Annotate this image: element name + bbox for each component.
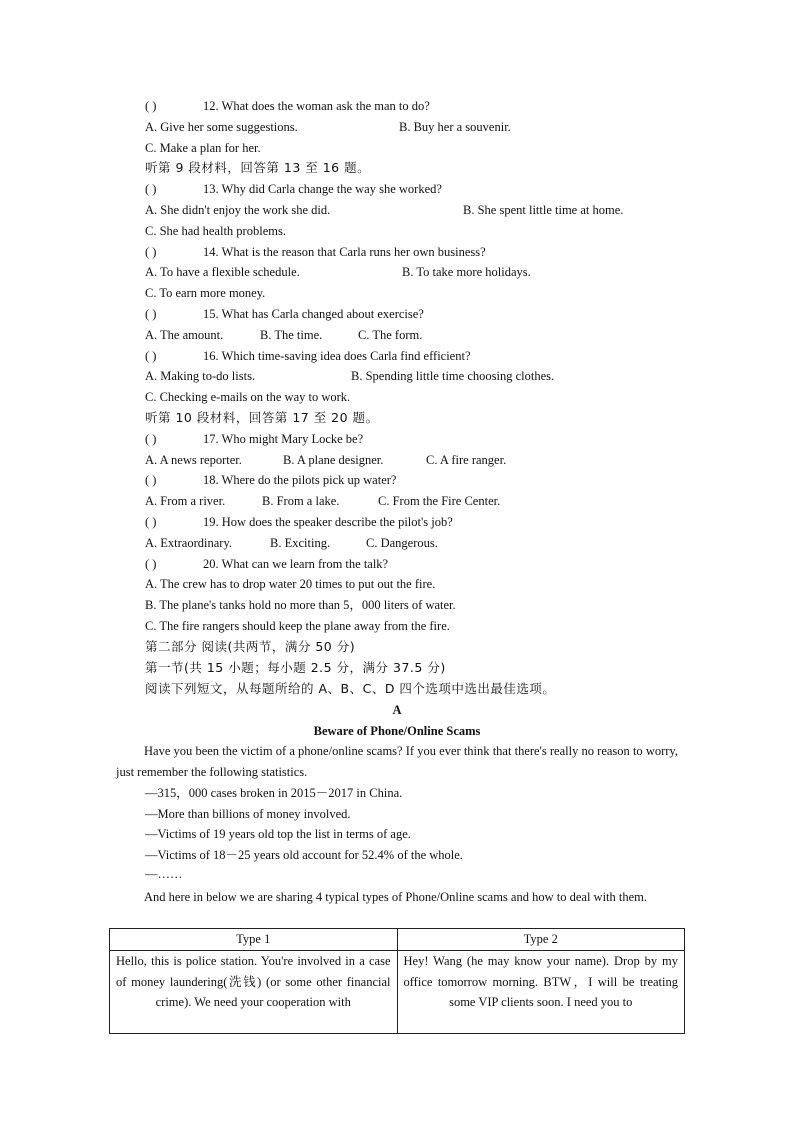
answer-option: A. A news reporter.	[145, 452, 242, 467]
question-stem	[145, 96, 690, 117]
option-row	[145, 387, 690, 408]
answer-option: B. Buy her a souvenir.	[399, 119, 511, 134]
answer-option: A. From a river.	[145, 494, 226, 509]
question-text: 13. Why did Carla change the way she worked?	[203, 182, 442, 197]
answer-option: C. She had health problems.	[145, 223, 286, 238]
answer-blank: ( )	[145, 99, 157, 113]
listening-questions	[145, 96, 690, 637]
answer-option: A. She didn't enjoy the work she did.	[145, 202, 331, 217]
question-stem	[145, 554, 690, 575]
option-row	[145, 595, 690, 616]
question-stem	[145, 242, 690, 263]
stat-item: —Victims of 19 years old top the list in terms of age.	[145, 827, 411, 841]
question-text: 17. Who might Mary Locke be?	[203, 431, 364, 446]
section-heading: 听第 9 段材料，回答第 13 至 16 题。	[145, 160, 371, 176]
table-cell-type1	[110, 950, 398, 1033]
question-stem	[145, 304, 690, 325]
answer-option: A. Making to-do lists.	[145, 369, 256, 384]
question-stem	[145, 429, 690, 450]
answer-option: A. Extraordinary.	[145, 535, 233, 550]
question-text: 20. What can we learn from the talk?	[203, 556, 389, 571]
option-row	[145, 366, 690, 387]
question-text: 19. How does the speaker describe the pilot's job?	[203, 514, 453, 529]
answer-option: B. Spending little time choosing clothes.	[351, 369, 555, 384]
section1-title: 第一节(共 15 小题；每小题 2.5 分，满分 37.5 分)	[145, 660, 446, 675]
stat-item: —More than billions of money involved.	[145, 807, 351, 821]
answer-blank: ( )	[145, 556, 157, 571]
question-stem	[145, 179, 690, 200]
option-row	[145, 325, 690, 346]
question-stem	[145, 512, 690, 533]
answer-option: A. To have a flexible schedule.	[145, 265, 300, 280]
question-stem	[145, 346, 690, 367]
answer-option: C. From the Fire Center.	[378, 494, 501, 509]
question-stem	[145, 470, 690, 491]
option-row	[145, 221, 690, 242]
intro-paragraph	[116, 741, 678, 783]
answer-option: C. The fire rangers should keep the plane away from the fire.	[145, 618, 450, 633]
option-row	[145, 616, 690, 637]
option-row	[145, 200, 690, 221]
stat-item: —Victims of 18－25 years old account for 52.4% of the whole.	[145, 848, 463, 862]
answer-option: B. Exciting.	[270, 535, 331, 550]
option-row	[145, 262, 690, 283]
option-row	[145, 283, 690, 304]
table-cell-type2	[397, 950, 685, 1033]
option-row	[145, 491, 690, 512]
answer-blank: ( )	[145, 431, 157, 446]
answer-option: B. A plane designer.	[283, 452, 384, 467]
answer-option: A. The amount.	[145, 327, 224, 342]
passage-letter: A	[392, 703, 402, 717]
type2-text: Hey! Wang (he may know your name). Drop by my office tomorrow morning. BTW，I will be treating some VIP clients soon. I need you to	[403, 953, 678, 1010]
answer-option: B. To take more holidays.	[402, 265, 531, 280]
answer-blank: ( )	[145, 244, 157, 259]
reading-instruction: 阅读下列短文，从每题所给的 A、B、C、D 四个选项中选出最佳选项。	[145, 681, 556, 696]
question-text: 16. Which time-saving idea does Carla find efficient?	[203, 348, 471, 363]
option-row	[145, 574, 690, 595]
answer-option: B. The plane's tanks hold no more than 5，000 liters of water.	[145, 598, 456, 613]
answer-option: C. To earn more money.	[145, 286, 266, 301]
option-row	[145, 533, 690, 554]
answer-blank: ( )	[145, 514, 157, 529]
intro-text: Have you been the victim of a phone/online scams? If you ever think that there's really no reason to worry, just remember the following statistics.	[116, 744, 678, 779]
answer-option: C. The form.	[358, 327, 423, 342]
answer-blank: ( )	[145, 473, 157, 488]
option-row	[145, 138, 690, 159]
passage-title: Beware of Phone/Online Scams	[313, 724, 481, 738]
option-row	[145, 450, 690, 471]
scam-types-table	[109, 928, 685, 1034]
question-text: 12. What does the woman ask the man to do?	[203, 99, 430, 113]
section-heading: 听第 10 段材料，回答第 17 至 20 题。	[145, 409, 379, 425]
stat-item: —315，000 cases broken in 2015－2017 in China.	[145, 786, 403, 800]
type1-text: Hello, this is police station. You're involved in a case of money laundering(洗钱) (or some other financial crime). We need your cooperation with	[116, 953, 391, 1010]
option-row	[145, 117, 690, 138]
table-header-type1: Type 1	[110, 929, 398, 951]
answer-option: C. Dangerous.	[366, 535, 438, 550]
answer-option: B. She spent little time at home.	[463, 202, 624, 217]
answer-option: C. A fire ranger.	[426, 452, 507, 467]
closing-paragraph	[116, 887, 678, 908]
answer-option: A. Give her some suggestions.	[145, 119, 298, 134]
answer-blank: ( )	[145, 182, 157, 197]
answer-option: C. Make a plan for her.	[145, 140, 261, 155]
answer-option: C. Checking e-mails on the way to work.	[145, 390, 351, 405]
stat-item: —……	[145, 867, 183, 881]
question-text: 14. What is the reason that Carla runs her own business?	[203, 244, 486, 259]
answer-blank: ( )	[145, 348, 157, 363]
answer-option: B. The time.	[260, 327, 323, 342]
part2-title: 第二部分 阅读(共两节，满分 50 分)	[145, 639, 356, 654]
question-text: 18. Where do the pilots pick up water?	[203, 473, 397, 488]
question-text: 15. What has Carla changed about exercise?	[203, 306, 424, 321]
table-header-type2: Type 2	[397, 929, 685, 951]
closing-text: And here in below we are sharing 4 typical types of Phone/Online scams and how to deal with them.	[144, 890, 648, 904]
answer-option: B. From a lake.	[262, 494, 340, 509]
answer-blank: ( )	[145, 306, 157, 321]
answer-option: A. The crew has to drop water 20 times to put out the fire.	[145, 577, 436, 592]
